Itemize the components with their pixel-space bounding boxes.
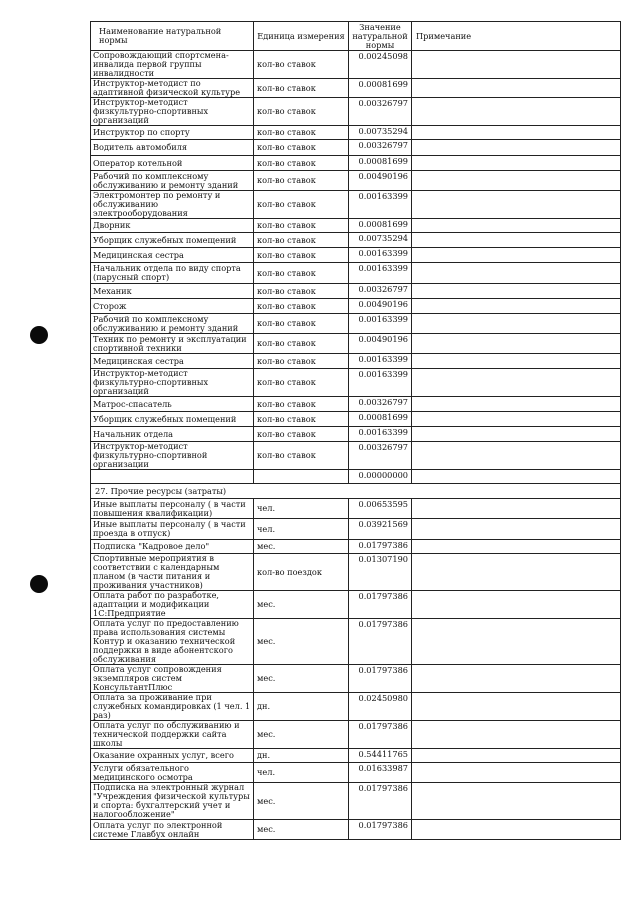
cell-note [412, 334, 621, 354]
cell-unit: дн. [254, 693, 349, 721]
binder-hole-bottom [30, 575, 48, 593]
cell-note [412, 397, 621, 412]
cell-unit: мес. [254, 820, 349, 840]
cell-note [412, 412, 621, 427]
cell-note [412, 299, 621, 314]
cell-note [412, 665, 621, 693]
cell-unit: чел. [254, 763, 349, 783]
cell-name: Инструктор-методист физкультурно-спортивной организации [91, 442, 254, 470]
cell-unit: кол-во поездок [254, 554, 349, 591]
cell-value: 0.00490196 [349, 334, 412, 354]
cell-value: 0.00326797 [349, 397, 412, 412]
cell-unit: кол-во ставок [254, 171, 349, 191]
cell-name: Иные выплаты персоналу ( в части повышения квалификации) [91, 499, 254, 519]
table-header-row [91, 22, 621, 51]
cell-unit: мес. [254, 619, 349, 665]
table-row [91, 412, 621, 427]
cell-value: 0.00653595 [349, 499, 412, 519]
cell-note [412, 354, 621, 369]
cell-name: Матрос-спасатель [91, 397, 254, 412]
cell-name: Оператор котельной [91, 156, 254, 171]
cell-name: Техник по ремонту и эксплуатации спортивной техники [91, 334, 254, 354]
cell-unit: кол-во ставок [254, 334, 349, 354]
cell-unit: кол-во ставок [254, 397, 349, 412]
cell-value: 0.54411765 [349, 749, 412, 763]
cell-note [412, 263, 621, 284]
cell-value: 0.03921569 [349, 519, 412, 540]
cell-name: Медицинская сестра [91, 248, 254, 263]
cell-name: Оплата услуг по обслуживанию и технической поддержки сайта школы [91, 721, 254, 749]
cell-note [412, 369, 621, 397]
cell-note [412, 619, 621, 665]
cell-value: 0.00490196 [349, 171, 412, 191]
cell-note [412, 140, 621, 156]
table-row [91, 314, 621, 334]
table-row [91, 140, 621, 156]
cell-note [412, 233, 621, 248]
cell-unit: кол-во ставок [254, 354, 349, 369]
cell-unit: кол-во ставок [254, 79, 349, 98]
cell-value: 0.00326797 [349, 98, 412, 126]
cell-name: Подписка на электронный журнал "Учреждения физической культуры и спорта: бухгалтерский учет и налогообложение" [91, 783, 254, 820]
cell-note [412, 470, 621, 484]
table-row [91, 248, 621, 263]
table-row [91, 299, 621, 314]
cell-value: 0.01797386 [349, 619, 412, 665]
cell-name: Инструктор-методист физкультурно-спортивных организаций [91, 98, 254, 126]
cell-note [412, 219, 621, 233]
cell-name: Подписка "Кадровое дело" [91, 540, 254, 554]
cell-value: 0.00163399 [349, 354, 412, 369]
cell-name: Оказание охранных услуг, всего [91, 749, 254, 763]
section-row [91, 484, 621, 499]
table-row [91, 334, 621, 354]
cell-value: 0.00163399 [349, 314, 412, 334]
cell-value: 0.02450980 [349, 693, 412, 721]
cell-note [412, 51, 621, 79]
cell-note [412, 540, 621, 554]
natural-norms-table [90, 21, 621, 840]
table-row [91, 79, 621, 98]
cell-value: 0.00163399 [349, 427, 412, 442]
table-row [91, 665, 621, 693]
cell-value: 0.00000000 [349, 470, 412, 484]
cell-note [412, 519, 621, 540]
cell-note [412, 126, 621, 140]
cell-value: 0.00326797 [349, 442, 412, 470]
cell-name: Медицинская сестра [91, 354, 254, 369]
cell-name: Услуги обязательного медицинского осмотра [91, 763, 254, 783]
cell-unit: кол-во ставок [254, 98, 349, 126]
cell-note [412, 591, 621, 619]
table-row [91, 51, 621, 79]
cell-name: Электромонтер по ремонту и обслуживанию электрооборудования [91, 191, 254, 219]
table-row [91, 126, 621, 140]
table-row [91, 470, 621, 484]
cell-note [412, 820, 621, 840]
cell-unit: мес. [254, 591, 349, 619]
table-row [91, 284, 621, 299]
table-row [91, 783, 621, 820]
cell-name: Уборщик служебных помещений [91, 233, 254, 248]
cell-value: 0.01797386 [349, 591, 412, 619]
cell-value: 0.00081699 [349, 79, 412, 98]
cell-name: Сторож [91, 299, 254, 314]
cell-unit: кол-во ставок [254, 248, 349, 263]
cell-unit: кол-во ставок [254, 51, 349, 79]
cell-unit: дн. [254, 749, 349, 763]
cell-value: 0.01797386 [349, 540, 412, 554]
cell-unit: кол-во ставок [254, 369, 349, 397]
table-row [91, 98, 621, 126]
cell-value: 0.01797386 [349, 783, 412, 820]
cell-unit: кол-во ставок [254, 442, 349, 470]
table-row [91, 721, 621, 749]
cell-value: 0.00326797 [349, 140, 412, 156]
cell-name: Оплата услуг по электронной системе Главбух онлайн [91, 820, 254, 840]
cell-value: 0.01797386 [349, 721, 412, 749]
table-row [91, 499, 621, 519]
cell-note [412, 783, 621, 820]
cell-value: 0.00735294 [349, 126, 412, 140]
cell-note [412, 156, 621, 171]
cell-note [412, 554, 621, 591]
cell-note [412, 693, 621, 721]
cell-note [412, 284, 621, 299]
table-row [91, 369, 621, 397]
cell-unit: кол-во ставок [254, 191, 349, 219]
cell-unit: кол-во ставок [254, 233, 349, 248]
cell-name: Инструктор по спорту [91, 126, 254, 140]
table-row [91, 820, 621, 840]
cell-note [412, 427, 621, 442]
cell-note [412, 191, 621, 219]
cell-value: 0.00081699 [349, 219, 412, 233]
cell-value: 0.00490196 [349, 299, 412, 314]
cell-value: 0.01307190 [349, 554, 412, 591]
table-row [91, 191, 621, 219]
table-row [91, 171, 621, 191]
cell-value: 0.00163399 [349, 369, 412, 397]
cell-value: 0.00163399 [349, 263, 412, 284]
cell-unit: мес. [254, 721, 349, 749]
cell-value: 0.01797386 [349, 820, 412, 840]
table-row [91, 763, 621, 783]
cell-note [412, 248, 621, 263]
cell-value: 0.01633987 [349, 763, 412, 783]
cell-name [91, 470, 254, 484]
cell-name: Уборщик служебных помещений [91, 412, 254, 427]
table-row [91, 693, 621, 721]
cell-name: Рабочий по комплексному обслуживанию и ремонту зданий [91, 171, 254, 191]
cell-name: Начальник отдела по виду спорта (парусный спорт) [91, 263, 254, 284]
cell-name: Механик [91, 284, 254, 299]
cell-unit: кол-во ставок [254, 299, 349, 314]
cell-unit: мес. [254, 665, 349, 693]
cell-note [412, 98, 621, 126]
cell-value: 0.00163399 [349, 248, 412, 263]
table-row [91, 233, 621, 248]
table-row [91, 442, 621, 470]
cell-name: Спортивные мероприятия в соответствии с календарным планом (в части питания и проживания участников) [91, 554, 254, 591]
table-row [91, 397, 621, 412]
cell-unit [254, 470, 349, 484]
header-value: Значение натуральной нормы [349, 22, 412, 51]
cell-name: Сопровождающий спортсмена-инвалида первой группы инвалидности [91, 51, 254, 79]
cell-unit: кол-во ставок [254, 126, 349, 140]
table-row [91, 427, 621, 442]
cell-note [412, 79, 621, 98]
cell-name: Оплата работ по разработке, адаптации и модификации 1С:Предприятие [91, 591, 254, 619]
cell-name: Оплата услуг по предоставлению права использования системы Контур и оказанию технической поддержки в виде абонентского обслуживания [91, 619, 254, 665]
table-row [91, 749, 621, 763]
table-row [91, 554, 621, 591]
cell-note [412, 314, 621, 334]
cell-unit: кол-во ставок [254, 219, 349, 233]
cell-value: 0.00245098 [349, 51, 412, 79]
cell-value: 0.00081699 [349, 156, 412, 171]
binder-hole-top [30, 326, 48, 344]
section-title: 27. Прочие ресурсы (затраты) [91, 484, 621, 499]
table-row [91, 540, 621, 554]
cell-value: 0.00081699 [349, 412, 412, 427]
cell-name: Инструктор-методист физкультурно-спортивных организаций [91, 369, 254, 397]
cell-name: Иные выплаты персоналу ( в части проезда в отпуск) [91, 519, 254, 540]
cell-unit: кол-во ставок [254, 140, 349, 156]
cell-unit: чел. [254, 519, 349, 540]
table-row [91, 619, 621, 665]
table-body [91, 51, 621, 840]
cell-value: 0.01797386 [349, 665, 412, 693]
cell-value: 0.00326797 [349, 284, 412, 299]
table-row [91, 519, 621, 540]
cell-unit: кол-во ставок [254, 284, 349, 299]
cell-note [412, 763, 621, 783]
cell-unit: кол-во ставок [254, 156, 349, 171]
cell-note [412, 442, 621, 470]
table-row [91, 156, 621, 171]
table-row [91, 263, 621, 284]
cell-value: 0.00163399 [349, 191, 412, 219]
table-row [91, 354, 621, 369]
cell-name: Водитель автомобиля [91, 140, 254, 156]
cell-note [412, 171, 621, 191]
cell-note [412, 499, 621, 519]
cell-unit: мес. [254, 540, 349, 554]
cell-name: Оплата за проживание при служебных командировках (1 чел. 1 раз) [91, 693, 254, 721]
cell-name: Рабочий по комплексному обслуживанию и ремонту зданий [91, 314, 254, 334]
table-row [91, 591, 621, 619]
cell-unit: кол-во ставок [254, 263, 349, 284]
cell-name: Инструктор-методист по адаптивной физической культуре [91, 79, 254, 98]
cell-note [412, 749, 621, 763]
table-row [91, 219, 621, 233]
header-name: Наименование натуральной нормы [91, 22, 254, 51]
cell-note [412, 721, 621, 749]
cell-unit: кол-во ставок [254, 427, 349, 442]
cell-name: Дворник [91, 219, 254, 233]
cell-unit: мес. [254, 783, 349, 820]
cell-name: Оплата услуг сопровождения экземпляров систем КонсультантПлюс [91, 665, 254, 693]
header-unit: Единица измерения [254, 22, 349, 51]
cell-unit: чел. [254, 499, 349, 519]
cell-value: 0.00735294 [349, 233, 412, 248]
header-note: Примечание [412, 22, 621, 51]
cell-unit: кол-во ставок [254, 314, 349, 334]
cell-unit: кол-во ставок [254, 412, 349, 427]
cell-name: Начальник отдела [91, 427, 254, 442]
